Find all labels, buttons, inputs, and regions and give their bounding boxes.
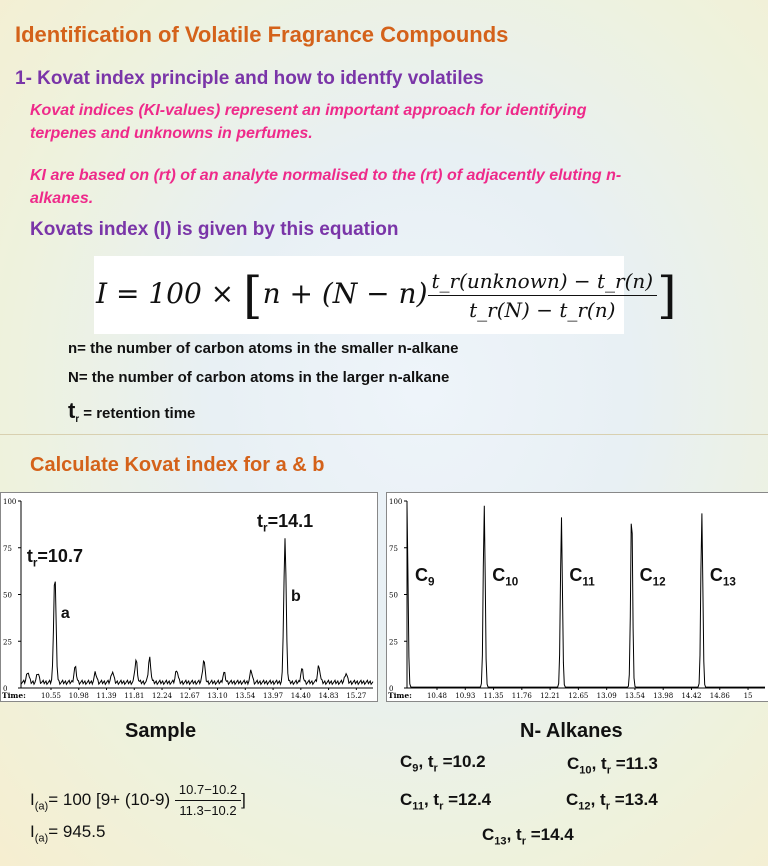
calc-frac-num: 10.7−10.2 [175,780,241,801]
calc-line-1 [30,780,246,821]
x-tick-label: 10.48 [426,692,448,700]
x-tick-label: 14.83 [318,692,339,700]
alkane-peak-label-c13: $C_{13}$ [709,565,736,589]
x-tick-label: 13.54 [235,692,256,700]
tr-symbol: t [68,398,76,423]
x-tick-label: 10.93 [455,692,476,700]
y-tick-label: 50 [389,591,398,600]
alkanes-chromatogram-svg [387,493,768,701]
equation-bracket-close: ] [657,266,677,325]
peak-label-a: a [60,605,70,622]
kovat-equation [94,256,677,334]
y-tick-label: 100 [389,498,403,506]
tr-sub: r [75,414,80,425]
x-tick-label: 14.86 [709,692,730,700]
equation-denominator: t_r(N) − t_r(n) [469,298,616,322]
x-tick-label: 12.67 [179,692,200,700]
y-tick-label: 75 [3,544,12,553]
alkane-peak-label-c11: $C_{11}$ [569,565,595,589]
x-tick-label: 11.81 [124,692,145,700]
x-tick-label: 13.98 [653,692,674,700]
x-tick-label: 11.76 [511,692,532,700]
calc-close: ] [241,789,246,809]
equation-inner: n + (N − n) [262,277,428,310]
y-tick-label: 25 [389,638,398,647]
alkane-tr-c12: $C_{12}$, $t_r =13.4$ [566,790,658,813]
alkane-tr-c9: $C_9$, $t_r =10.2$ [400,752,486,775]
y-tick-label: 100 [3,498,17,506]
x-tick-label: 12.21 [540,692,561,700]
sample-chromatogram [0,492,378,702]
equation-lhs: I = 100 × [96,277,235,310]
alkanes-caption: N- Alkanes [520,720,623,742]
y-tick-label: 50 [3,591,12,600]
tr-text: = retention time [79,405,196,422]
sample-chromatogram-svg [1,493,377,701]
x-tick-label: 10.55 [40,692,62,700]
x-tick-label: 13.54 [624,692,645,700]
alkanes-chromatogram [386,492,768,702]
x-tick-label: 13.10 [207,692,228,700]
y-tick-label: 75 [389,544,398,553]
x-tick-label: 14.40 [290,692,311,700]
page-title: Identification of Volatile Fragrance Compounds [15,22,509,47]
x-tick-label: 12.24 [152,692,173,700]
x-tick-label: 13.97 [263,692,284,700]
alkane-tr-c10: $C_{10}$, $t_r =11.3$ [567,754,658,777]
definition-N: N= the number of carbon atoms in the larger n-alkane [68,369,450,386]
x-axis-prefix: Time: [2,691,26,700]
peak-tr-a: $t_r=10.7$ [26,546,83,570]
x-tick-label: 11.39 [96,692,117,700]
sample-caption: Sample [125,720,197,742]
calc-result: = 945.5 [48,822,106,841]
calc-expression: = 100 [9+ (10-9) [48,789,171,809]
alkane-peak-label-c9: $C_9$ [415,565,435,589]
x-tick-label: 13.09 [596,692,617,700]
x-tick-label: 10.98 [68,692,89,700]
calc-I2-sub: (a) [34,832,49,845]
x-tick-label: 12.65 [568,692,589,700]
equation-numerator: t_r(unknown) − t_r(n) [428,267,658,296]
peak-tr-b: $t_r=14.1$ [257,511,314,535]
calc-I-2: I [30,822,35,841]
section1-heading: 1- Kovat index principle and how to identfy volatiles [15,68,484,89]
chromatogram-trace [407,504,765,687]
definition-n: n= the number of carbon atoms in the smaller n-alkane [68,340,459,357]
calc-I-sub: (a) [34,800,49,813]
x-tick-label: 11.35 [483,692,504,700]
peak-label-b: b [291,588,301,605]
alkane-tr-c13: $C_{13}$, $t_r =14.4$ [482,825,574,848]
alkane-peak-label-c12: $C_{12}$ [639,565,666,589]
x-tick-label: 15.27 [346,692,367,700]
equation-heading: Kovats index (I) is given by this equation [30,219,399,240]
equation-bracket-open: [ [243,266,263,325]
alkane-peak-label-c10: $C_{10}$ [492,565,519,589]
kovat-para-1: Kovat indices (KI-values) represent an important approach for identifying terpenes and unknowns in perfumes. [30,102,587,142]
y-tick-label: 0 [3,685,8,693]
alkane-tr-c11: $C_{11}$, $t_r =12.4$ [400,790,492,813]
x-axis-prefix: Time: [388,691,412,700]
y-tick-label: 0 [389,685,394,693]
section2-heading: Calculate Kovat index for a & b [30,454,325,476]
calc-frac-den: 11.3−10.2 [179,803,237,818]
x-tick-label: 15 [743,692,753,700]
section-divider [0,434,768,435]
kovat-para-2: KI are based on (rt) of an analyte normalised to the (rt) of adjacently eluting n-alkanes. [30,167,622,207]
y-tick-label: 25 [3,638,12,647]
definition-tr [68,398,195,425]
calc-line-2 [30,822,105,844]
calc-I: I [30,789,35,809]
x-tick-label: 14.42 [681,692,702,700]
